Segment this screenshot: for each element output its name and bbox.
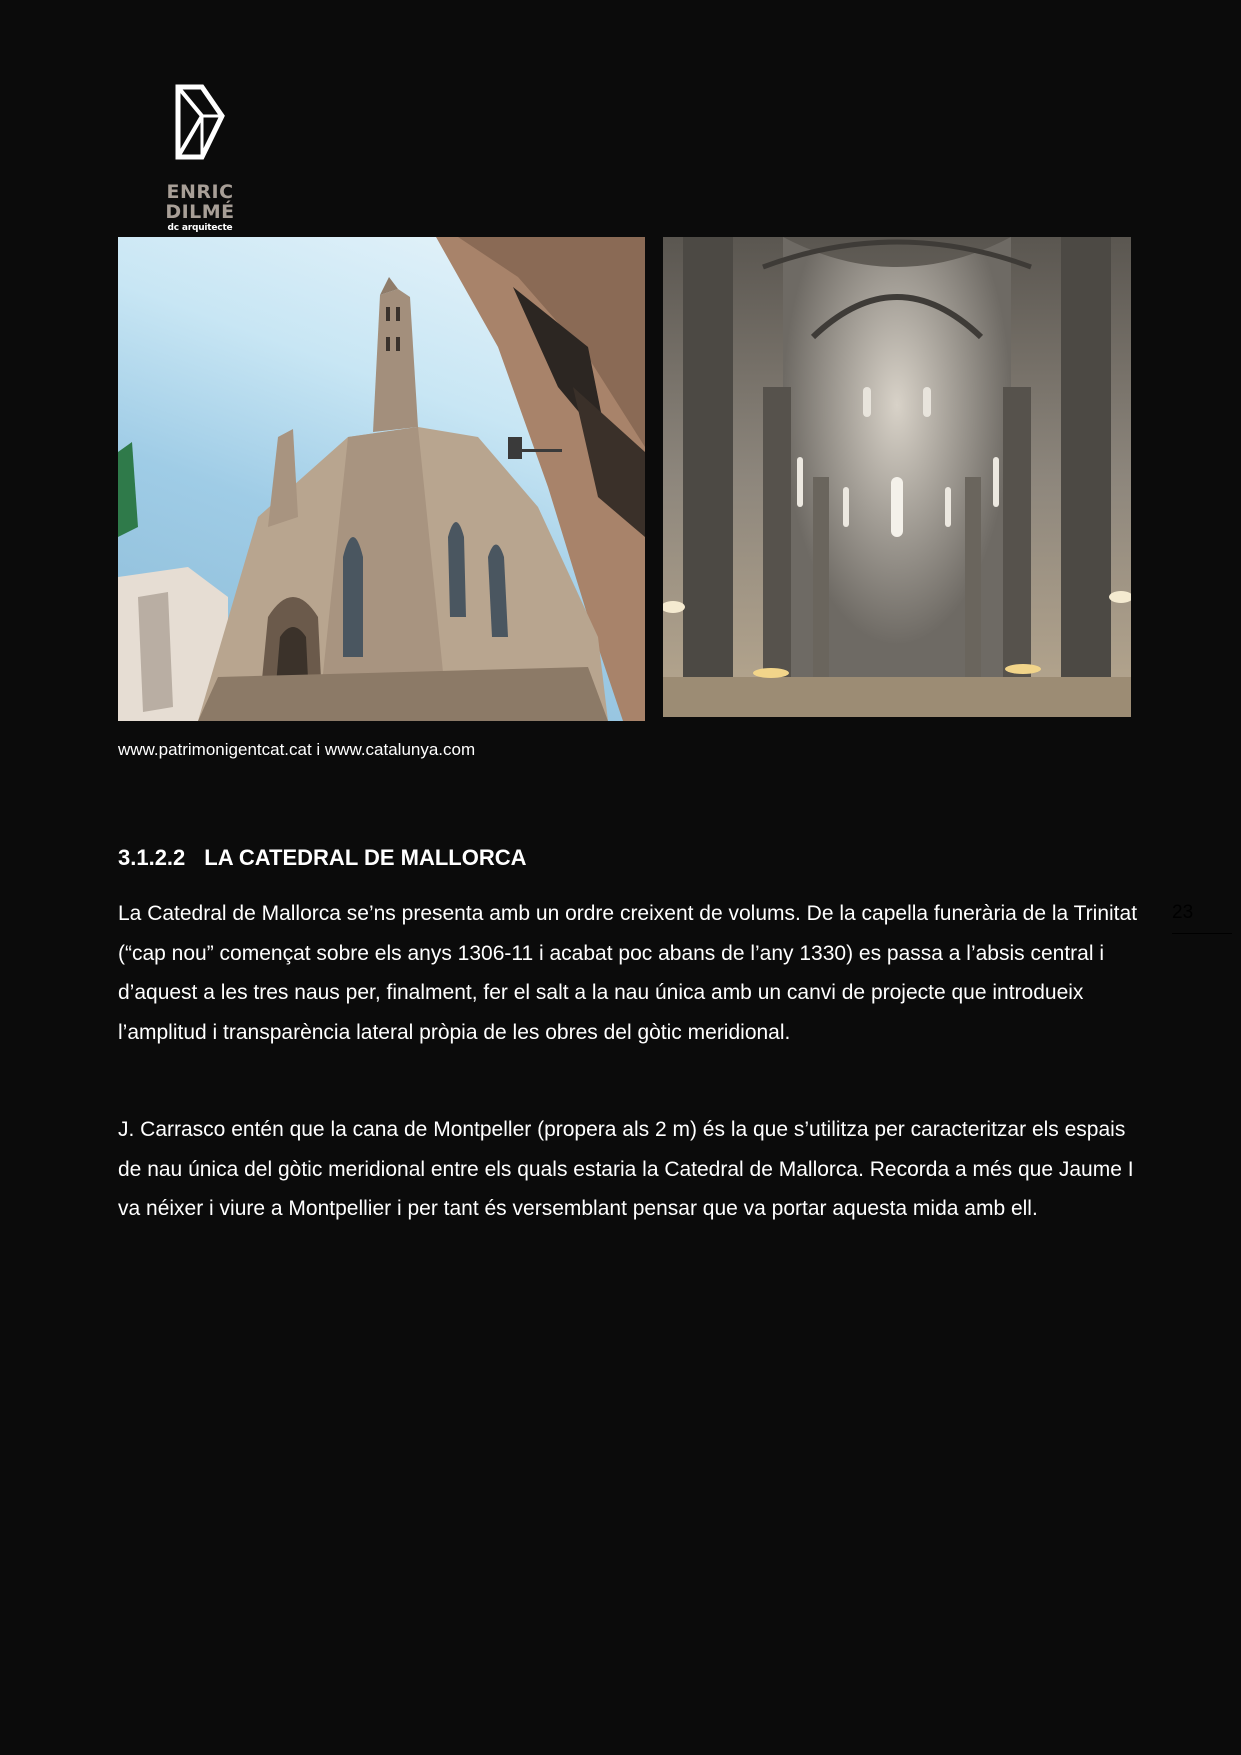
logo-subtitle: dc arquitecte [167, 223, 233, 233]
cathedral-exterior-photo [118, 237, 645, 721]
paragraph-1: La Catedral de Mallorca se’ns presenta amb un ordre creixent de volums. De la capella funerària de la Trinitat (“cap nou” començat sobre els anys 1306-11 i acabat poc abans de l’any 1330) es passa a l’absis central i d’aquest a les tres naus per, finalment, fer el salt a la nau única amb un canvi de projecte que introdueix l’amplitud i transparència lateral pròpia de les obres del gòtic meridional. [118, 902, 1138, 1044]
logo-mark-icon [175, 84, 225, 160]
page-number: 23 [1172, 902, 1194, 923]
enric-dilme-logo [140, 84, 260, 233]
page-number-rule [1172, 933, 1232, 934]
section-heading [118, 845, 527, 871]
cathedral-interior-photo [663, 237, 1131, 717]
paragraph-2: J. Carrasco entén que la cana de Montpeller (propera als 2 m) és la que s’utilitza per caracteritzar els espais de nau única del gòtic meridional entre els quals estaria la Catedral de Mallorca. Recorda a més que Jaume I va néixer i viure a Montpellier i per tant és versemblant pensar que va portar aquesta mida amb ell. [118, 1118, 1134, 1220]
section-title: LA CATEDRAL DE MALLORCA [204, 845, 527, 870]
section-number: 3.1.2.2 [118, 845, 186, 870]
image-caption: www.patrimonigentcat.cat i www.catalunya.com [118, 740, 476, 759]
logo-name: ENRIC DILMÉ [165, 181, 235, 223]
